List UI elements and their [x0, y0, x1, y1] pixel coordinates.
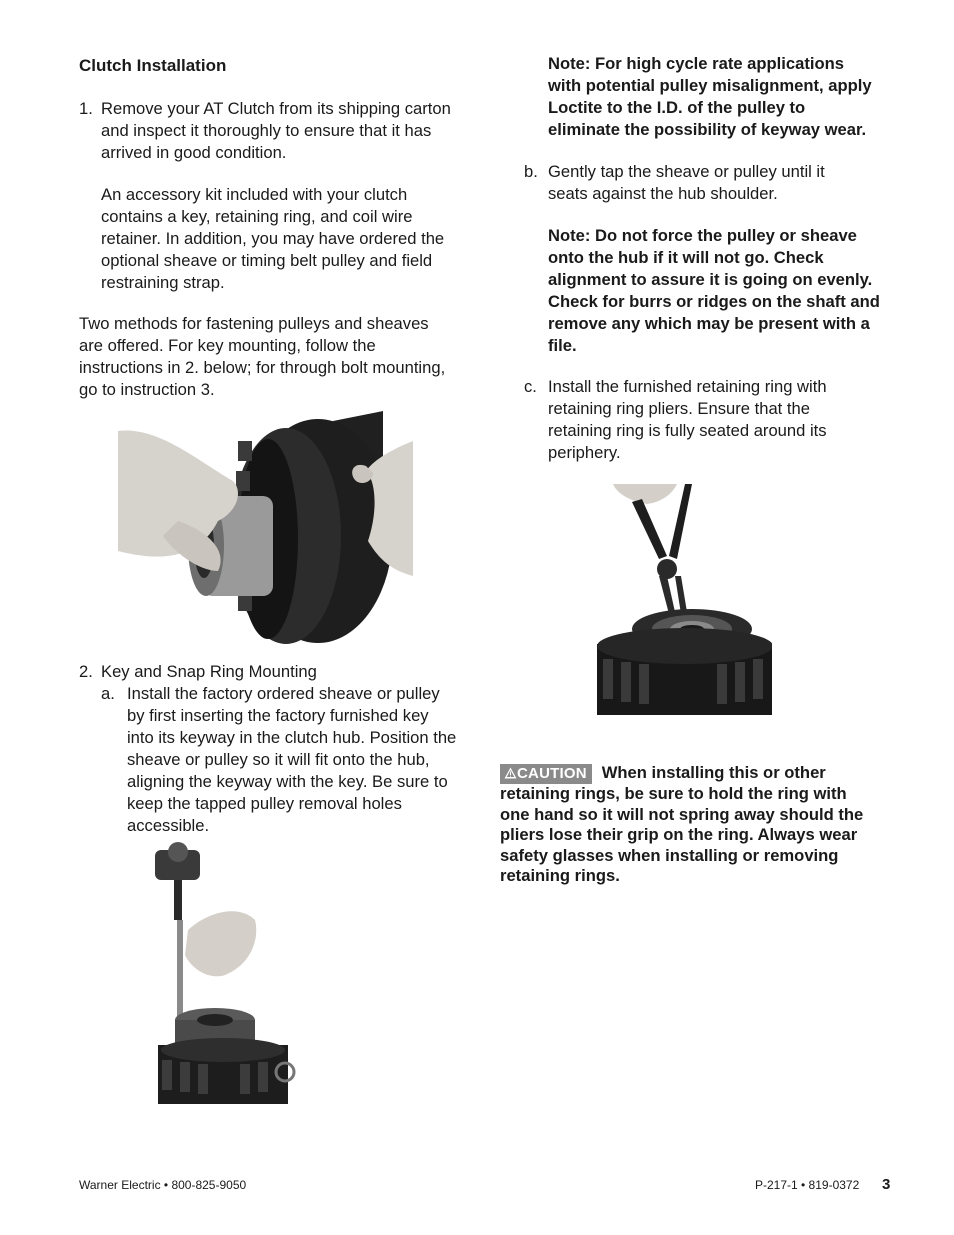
note-2	[548, 225, 883, 357]
caution-badge	[500, 764, 592, 784]
note-1-text: For high cycle rate applications with potential pulley misalignment, apply Loctite to the I.D. of the pulley to eliminate the possibility of keyway wear.	[548, 54, 872, 139]
note-1	[548, 53, 878, 141]
methods-paragraph: Two methods for fastening pulleys and sheaves are offered. For key mounting, follow the instructions in 2. below; for through bolt mounting, go to instruction 3.	[79, 314, 446, 399]
hammer-tapping-photo	[140, 840, 305, 1104]
step-1-accessory-text: An accessory kit included with your clutch contains a key, retaining ring, and coil wire retainer. In addition, you may have ordered the optional sheave or timing belt pulley and field restraining strap.	[101, 185, 445, 292]
caution-text: When installing this or other retaining rings, be sure to hold the ring with one hand so it will not spring away should the pliers lose their grip on the ring. Always wear safety glasses when installing or removing retaining rings.	[500, 763, 864, 885]
page-number: 3	[882, 1176, 891, 1193]
warning-triangle-icon	[504, 767, 517, 779]
step-b-text: Gently tap the sheave or pulley until it seats against the hub shoulder.	[548, 162, 825, 203]
step-2a-label: a.	[101, 684, 115, 703]
caution-label: CAUTION	[517, 765, 587, 782]
step-c-text: Install the furnished retaining ring with retaining ring pliers. Ensure that the retaining ring is fully seated around its periphery.	[548, 377, 827, 462]
retaining-ring-pliers-photo	[597, 484, 772, 715]
note-1-label: Note:	[548, 54, 591, 73]
step-2a-text: Install the factory ordered sheave or pulley by first inserting the factory furnished key into its keyway in the clutch hub. Position the sheave or pulley so it will fit onto the hub, aligning the keyway with the key. Be sure to keep the tapped pulley removal holes accessible.	[127, 684, 457, 835]
step-b-label: b.	[524, 162, 538, 181]
note-2-label: Note:	[548, 226, 591, 245]
step-2-number: 2.	[79, 662, 93, 681]
step-1-number: 1.	[79, 99, 93, 118]
note-2-text: Do not force the pulley or sheave onto the hub if it will not go. Check alignment to assure it is going on evenly. Check for burrs or ridges on the shaft and remove any which may be present with a file.	[548, 226, 880, 355]
step-1-text: Remove your AT Clutch from its shipping carton and inspect it thoroughly to ensure that it has arrived in good condition.	[101, 99, 451, 162]
step-2-title: Key and Snap Ring Mounting	[101, 662, 317, 681]
footer-left: Warner Electric • 800-825-9050	[79, 1178, 247, 1192]
caution-block	[500, 763, 880, 887]
section-heading: Clutch Installation	[79, 56, 227, 75]
clutch-handling-photo	[118, 411, 413, 645]
step-c-label: c.	[524, 377, 537, 396]
footer-document-number: P-217-1 • 819-0372	[755, 1178, 860, 1192]
